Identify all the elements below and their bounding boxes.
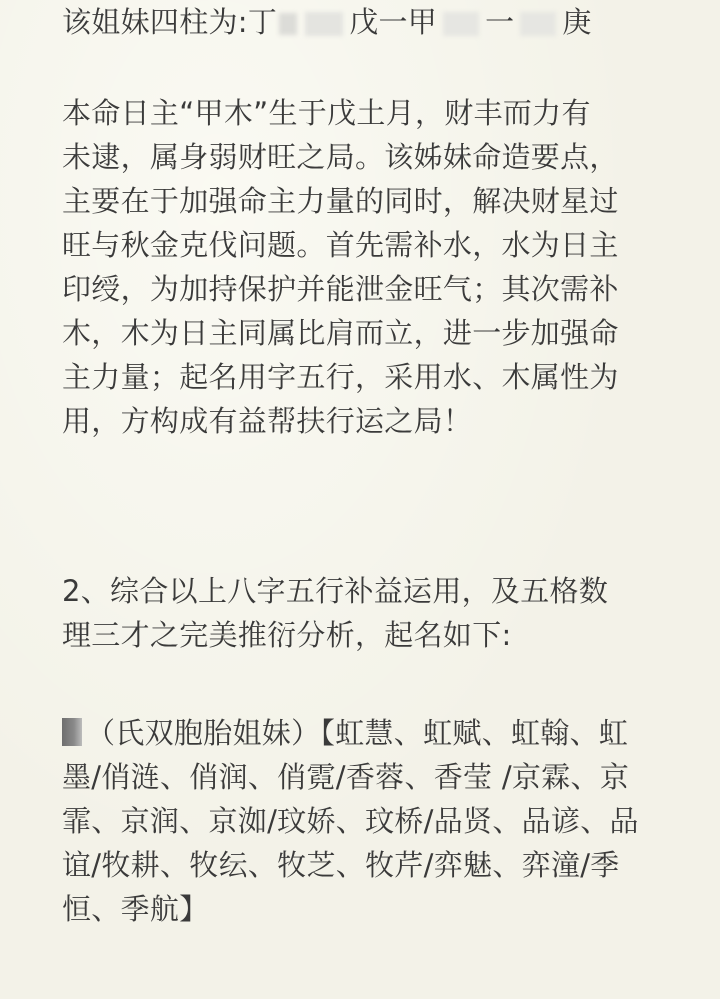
redacted-mark: [443, 12, 479, 36]
bazi-char: 庚: [562, 5, 592, 39]
paragraph-analysis: [62, 91, 619, 443]
bazi-char: 丁: [247, 5, 278, 39]
redacted-mark: [305, 12, 343, 36]
text-line: 本命日主“甲木”生于戊土月，财丰而力有: [62, 96, 591, 130]
text-line: 用，方构成有益帮扶行运之局！: [62, 404, 473, 438]
text-line: 印绶，为加持保护并能泄金旺气；其次需补: [62, 272, 619, 306]
text-line: 主要在于加强命主力量的同时，解决财星过: [62, 184, 619, 218]
bazi-char: 戊一甲: [349, 5, 438, 39]
text-line: [62, 0, 592, 44]
text-line: 恒、季航】: [62, 892, 209, 926]
text-line: 主力量；起名用字五行，采用水、木属性为: [62, 360, 619, 394]
text-line: 理三才之完美推衍分析，起名如下:: [62, 618, 512, 652]
bazi-label: 该姐妹四柱为:: [62, 5, 248, 39]
text-line: 霏、京润、京洳/玟娇、玟桥/品贤、品谚、品: [62, 804, 639, 838]
text-line: 未逮，属身弱财旺之局。该姊妹命造要点，: [62, 140, 619, 174]
name-list-start: （氏双胞胎姐妹）【虹慧、虹赋、虹翰、虹: [86, 716, 629, 750]
text-line: 墨/俏涟、俏润、俏霓/香蓉、香莹 /京霖、京: [62, 760, 630, 794]
text-line: [62, 711, 639, 755]
redacted-mark: [520, 12, 556, 36]
text-line: 2、综合以上八字五行补益运用，及五格数: [62, 574, 609, 608]
text-line: 木，木为日主同属比肩而立，进一步加强命: [62, 316, 619, 350]
text-line: 谊/牧耕、牧纭、牧芝、牧芹/弈魅、弈潼/季: [62, 848, 620, 882]
paragraph-name-list: [62, 711, 639, 931]
redacted-surname-mark: [62, 718, 82, 746]
text-line: 旺与秋金克伐问题。首先需补水，水为日主: [62, 228, 619, 262]
paragraph-naming-intro: [62, 569, 608, 657]
redacted-mark: [279, 13, 297, 35]
bazi-char: 一: [485, 5, 515, 39]
paragraph-bazi: [62, 0, 592, 44]
